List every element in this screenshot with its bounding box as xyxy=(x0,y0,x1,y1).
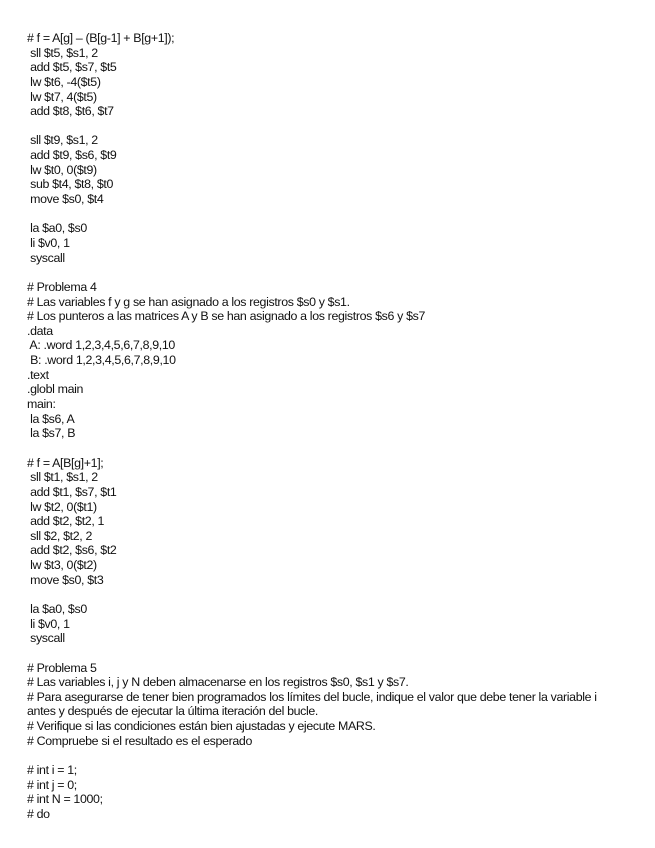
blank-line xyxy=(27,587,627,602)
text-line: lw $t3, 0($t2) xyxy=(27,558,97,573)
text-line: li $v0, 1 xyxy=(27,616,70,631)
text-line: move $s0, $t3 xyxy=(27,572,104,587)
text-line: lw $t7, 4($t5) xyxy=(27,89,97,104)
text-line: la $a0, $s0 xyxy=(27,601,87,616)
text-line: sll $t5, $s1, 2 xyxy=(27,45,98,60)
text-line: .globl main xyxy=(27,382,84,397)
text-line: sll $t9, $s1, 2 xyxy=(27,133,98,148)
text-line: A: .word 1,2,3,4,5,6,7,8,9,10 xyxy=(27,338,175,353)
text-line: # f = A[B[g]+1]; xyxy=(27,455,104,470)
text-line: # Las variables f y g se han asignado a los registros $s0 y $s1. xyxy=(27,294,350,309)
text-line: move $s0, $t4 xyxy=(27,192,104,207)
text-line: B: .word 1,2,3,4,5,6,7,8,9,10 xyxy=(27,353,176,368)
text-line: # do xyxy=(27,806,50,821)
text-line: add $t2, $t2, 1 xyxy=(27,514,105,529)
text-line: li $v0, 1 xyxy=(27,235,70,250)
text-line: add $t8, $t6, $t7 xyxy=(27,104,114,119)
document-text xyxy=(27,31,627,822)
blank-line xyxy=(27,265,627,280)
text-line: syscall xyxy=(27,631,65,646)
text-line: # int i = 1; xyxy=(27,763,77,778)
heading-line: # Problema 4 xyxy=(27,279,97,294)
text-line: la $s6, A xyxy=(27,411,75,426)
text-line: sll $t1, $s1, 2 xyxy=(27,470,98,485)
text-line: .data xyxy=(27,323,53,338)
text-line: la $a0, $s0 xyxy=(27,221,87,236)
text-line: # Compruebe si el resultado es el esperado xyxy=(27,733,252,748)
text-line: lw $t0, 0($t9) xyxy=(27,162,97,177)
text-line: add $t1, $s7, $t1 xyxy=(27,484,117,499)
text-line: add $t9, $s6, $t9 xyxy=(27,148,117,163)
text-line: lw $t6, -4($t5) xyxy=(27,74,101,89)
text-line: # int j = 0; xyxy=(27,777,77,792)
text-line: # int N = 1000; xyxy=(27,792,103,807)
text-line: # Los punteros a las matrices A y B se han asignado a los registros $s6 y $s7 xyxy=(27,309,426,324)
text-line: sub $t4, $t8, $t0 xyxy=(27,177,114,192)
text-line: # f = A[g] – (B[g-1] + B[g+1]); xyxy=(27,31,175,45)
blank-line xyxy=(27,646,627,661)
blank-line xyxy=(27,748,627,763)
text-line: lw $t2, 0($t1) xyxy=(27,499,97,514)
text-line: add $t5, $s7, $t5 xyxy=(27,60,117,75)
text-line-wrapped: # Para asegurarse de tener bien programados los límites del bucle, indique el valor que debe tener la variable i antes y después de ejecutar la última iteración del bucle. xyxy=(27,689,600,719)
text-line: main: xyxy=(27,397,56,412)
text-line: .text xyxy=(27,367,49,382)
text-line: la $s7, B xyxy=(27,426,76,441)
text-line: syscall xyxy=(27,250,65,265)
text-line: add $t2, $s6, $t2 xyxy=(27,543,117,558)
blank-line xyxy=(27,207,627,222)
heading-line: # Problema 5 xyxy=(27,660,97,675)
text-line: sll $2, $t2, 2 xyxy=(27,528,93,543)
text-line: # Verifique si las condiciones están bien ajustadas y ejecute MARS. xyxy=(27,719,376,734)
text-line: # Las variables i, j y N deben almacenarse en los registros $s0, $s1 y $s7. xyxy=(27,675,409,690)
blank-line xyxy=(27,441,627,456)
blank-line xyxy=(27,119,627,134)
